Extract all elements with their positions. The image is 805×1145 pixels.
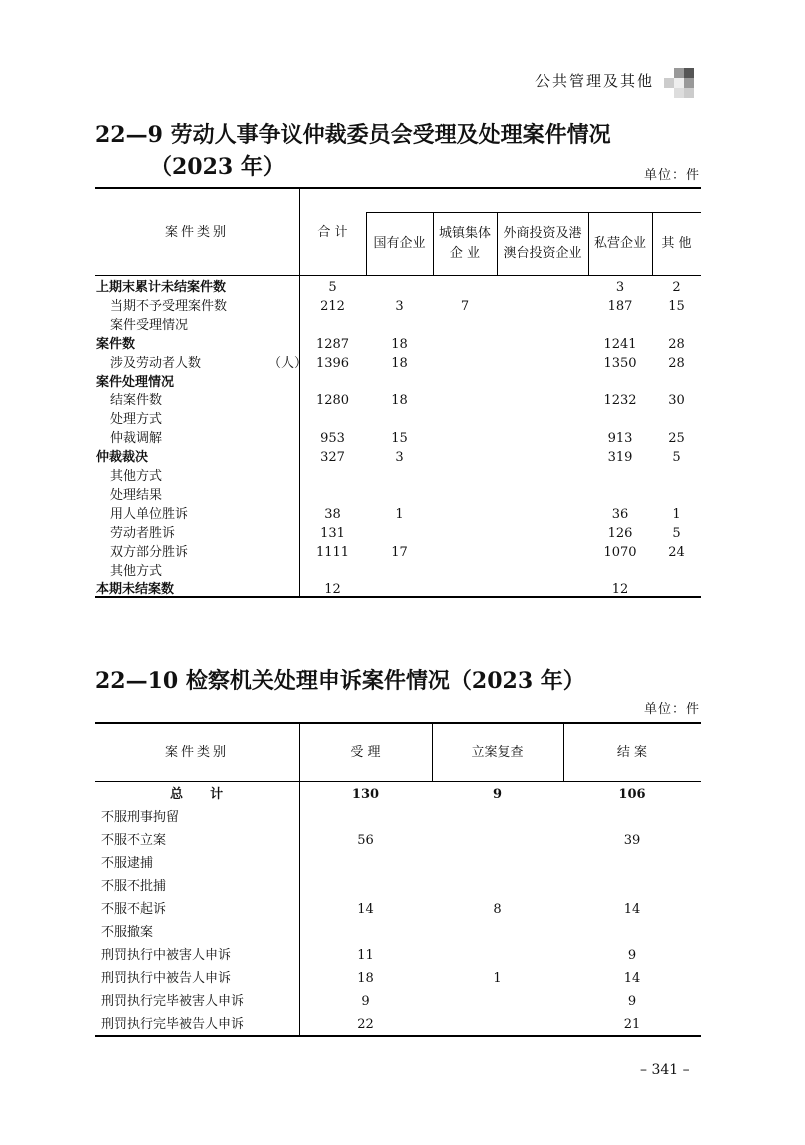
table1-cell-foreign [497, 335, 588, 354]
table2-row-label: 不服不批捕 [101, 879, 167, 894]
table1-cell-other [652, 316, 701, 335]
table1-row-unit-suffix: （人） [268, 355, 308, 371]
table2-cell-accept [299, 877, 432, 896]
table2-cell-review [432, 877, 563, 896]
table1-cell-foreign [497, 524, 588, 543]
table1-cell-other: 30 [668, 393, 685, 409]
table1-row-label: 其他方式 [110, 469, 163, 484]
table2-cell-accept [299, 854, 432, 873]
table1-cell-other [652, 410, 701, 429]
table1-cell-other [652, 486, 701, 505]
table1-cell-other: 2 [672, 280, 681, 295]
table1-cell-foreign [497, 297, 588, 316]
table1-cell-other: 24 [668, 544, 685, 560]
table1-cell-collective [433, 467, 497, 486]
table1-cell-state: 17 [391, 544, 408, 560]
table1-cell-private [588, 467, 652, 486]
table1-cell-collective [433, 486, 497, 505]
table1-cell-foreign [497, 373, 588, 392]
table1-cell-collective [433, 429, 497, 448]
table1-cell-collective [433, 373, 497, 392]
table1-cell-foreign [497, 278, 588, 297]
table1-row-label: 案件受理情况 [110, 317, 189, 333]
table1-cell-state [366, 524, 433, 543]
table1-cell-private [588, 373, 652, 392]
table2-cell-accept [299, 808, 432, 827]
table1-cell-private: 913 [607, 431, 633, 447]
table2-cell-review [432, 923, 563, 942]
table1-cell-state [366, 373, 433, 392]
table1-cell-collective [433, 410, 497, 429]
table1-cell-foreign [497, 467, 588, 486]
table1-cell-private [588, 562, 652, 581]
table1-cell-total: 5 [328, 280, 337, 295]
table1-cell-foreign [497, 429, 588, 448]
table1-cell-foreign [497, 354, 588, 373]
table1-row-label: 劳动者胜诉 [110, 525, 176, 541]
table2-cell-close [563, 854, 701, 873]
table2-cell-close: 106 [618, 787, 646, 802]
page-number: – 341 – [640, 1062, 690, 1078]
table1-cell-state: 3 [395, 450, 404, 466]
table2-cell-accept: 18 [357, 971, 374, 986]
section-header: 公共管理及其他 [535, 72, 655, 90]
table1-cell-state: 18 [391, 355, 408, 371]
table1-cell-total: 1280 [315, 393, 350, 409]
table2-cell-review: 8 [493, 902, 502, 917]
table2-cell-review: 1 [493, 971, 502, 986]
table2-row-label: 刑罚执行完毕被告人申诉 [101, 1017, 245, 1032]
table2-cell-accept: 9 [361, 994, 370, 1009]
table2-cell-close: 14 [623, 902, 641, 917]
table1-cell-private [588, 410, 652, 429]
table2-row-label: 不服不立案 [101, 833, 167, 848]
table1-cell-other: 1 [672, 506, 681, 522]
table1-cell-total [299, 410, 366, 429]
table2-cell-accept: 130 [351, 787, 380, 802]
table1-cell-collective [433, 278, 497, 297]
table1-cell-collective [433, 505, 497, 524]
table1-row-label: 处理结果 [110, 487, 163, 503]
table1-col-foreign-line2: 澳台投资企业 [503, 246, 582, 261]
table1-subheader-rule [366, 212, 701, 213]
table2-col-accept: 受 理 [350, 745, 381, 760]
table2-cell-close: 14 [623, 971, 641, 986]
table1-cell-foreign [497, 391, 588, 410]
table2-cell-review [432, 946, 563, 965]
table1-cell-total: 131 [320, 525, 345, 541]
table1-cell-other: 15 [668, 298, 685, 314]
table1-cell-collective [433, 524, 497, 543]
table2-cell-close: 9 [627, 994, 637, 1009]
table1-cell-other [652, 562, 701, 581]
table1-header-rule [95, 275, 701, 276]
table1-cell-state [366, 316, 433, 335]
table1-cell-collective [433, 543, 497, 562]
table2-cell-accept: 14 [357, 902, 374, 917]
table2-cell-review [432, 854, 563, 873]
table2-cell-review [432, 1015, 563, 1034]
table1-cell-total: 1396 [315, 355, 350, 371]
table1-row-label: 当期不予受理案件数 [110, 298, 228, 314]
table1-row-label: 用人单位胜诉 [110, 506, 189, 522]
table1-row-label: 上期末累计未结案件数 [96, 280, 227, 295]
table1-cell-private: 36 [611, 506, 629, 522]
table1-cell-state [366, 410, 433, 429]
table1-cell-other: 25 [668, 431, 685, 447]
table1-cell-total [299, 562, 366, 581]
table1-cell-other [652, 580, 701, 599]
table2-col-review: 立案复查 [471, 745, 524, 760]
table2-cell-close [563, 808, 701, 827]
table2-cell-close: 9 [627, 948, 637, 963]
table2-bottom-rule [95, 1035, 701, 1037]
table2-unit: 单位：件 [644, 702, 701, 717]
table1-col-collective-line2: 企 业 [449, 246, 481, 261]
table2-cell-accept [299, 923, 432, 942]
table1-cell-total: 38 [324, 506, 341, 522]
table1-cell-collective [433, 354, 497, 373]
table1-cell-other [652, 373, 701, 392]
table1-cell-total: 953 [320, 431, 345, 447]
table2-cell-review [432, 831, 563, 850]
table1-cell-private: 1232 [603, 393, 637, 409]
table1-cell-state [366, 467, 433, 486]
table1-title: 22—9 劳动人事争议仲裁委员会受理及处理案件情况 [95, 122, 611, 148]
table1-cell-total: 327 [320, 450, 345, 466]
table1-row-label: 仲裁裁决 [96, 450, 149, 466]
table1-col-other: 其 他 [661, 236, 692, 251]
table1-cell-private: 187 [607, 298, 633, 314]
table1-cell-private: 12 [611, 582, 629, 598]
table1-cell-total [299, 316, 366, 335]
table1-cell-state [366, 562, 433, 581]
table1-cell-state: 3 [395, 298, 404, 314]
table1-cell-state [366, 486, 433, 505]
table1-cell-total [299, 373, 366, 392]
table2-row-label: 不服不起诉 [101, 902, 167, 917]
table1-cell-private: 1350 [603, 355, 637, 371]
table1-cell-collective [433, 335, 497, 354]
table1-row-label: 双方部分胜诉 [110, 544, 189, 560]
table1-cell-private: 126 [607, 525, 633, 541]
table1-col-category: 案件类别 [164, 225, 229, 240]
table1-cell-private: 1070 [603, 544, 637, 560]
table1-cell-other: 5 [672, 525, 681, 541]
table1-col-state: 国有企业 [373, 236, 426, 251]
table1-cell-collective [433, 448, 497, 467]
table1-cell-total [299, 467, 366, 486]
table2-row-label: 不服刑事拘留 [101, 810, 180, 825]
table1-cell-foreign [497, 448, 588, 467]
table2-cell-review [432, 808, 563, 827]
table1-cell-foreign [497, 410, 588, 429]
table1-cell-foreign [497, 543, 588, 562]
table1-cell-private: 319 [607, 450, 633, 466]
table2-cell-close: 21 [623, 1017, 641, 1032]
table2-top-rule [95, 722, 701, 724]
table1-cell-private [588, 316, 652, 335]
table1-cell-other: 28 [668, 355, 685, 371]
table2-header-rule [95, 781, 701, 782]
table1-top-rule [95, 187, 701, 189]
table2-cell-accept: 56 [357, 833, 374, 848]
table1-row-label: 涉及劳动者人数 [110, 355, 202, 371]
table1-cell-other [652, 467, 701, 486]
table1-row-label: 结案件数 [110, 393, 163, 409]
table1-cell-foreign [497, 580, 588, 599]
table1-row-label: 仲裁调解 [110, 431, 163, 447]
table1-cell-collective [433, 562, 497, 581]
table1-cell-total: 12 [324, 582, 341, 598]
table1-cell-state [366, 580, 433, 599]
table2-cell-close: 39 [623, 833, 641, 848]
table2-row-label: 刑罚执行中被害人申诉 [101, 948, 232, 963]
table2-row-label: 不服撤案 [101, 925, 154, 940]
table1-row-label: 案件处理情况 [96, 374, 175, 390]
table1-col-private: 私营企业 [593, 236, 646, 251]
table2-cell-review: 9 [492, 787, 503, 802]
table2-row-label: 总 计 [170, 787, 224, 802]
table1-cell-collective: 7 [460, 298, 470, 314]
table1-cell-total [299, 486, 366, 505]
table1-row-label: 处理方式 [110, 412, 163, 428]
table1-cell-other: 5 [672, 450, 681, 466]
table1-cell-state: 18 [391, 393, 408, 409]
table1-cell-private: 1241 [603, 336, 637, 352]
table1-cell-total: 1111 [315, 544, 350, 560]
table2-row-label: 刑罚执行完毕被害人申诉 [101, 994, 245, 1009]
table1-cell-collective [433, 580, 497, 599]
table1-col-collective-line1: 城镇集体 [438, 226, 491, 241]
table2-cell-close [563, 877, 701, 896]
table2-cell-accept: 11 [357, 948, 374, 963]
table1-row-label: 案件数 [96, 336, 136, 352]
table2-col-close: 结 案 [616, 745, 648, 760]
table1-cell-foreign [497, 316, 588, 335]
table2-row-label: 刑罚执行中被告人申诉 [101, 971, 232, 986]
table1-cell-state: 1 [395, 506, 404, 522]
table1-cell-private [588, 486, 652, 505]
table1-cell-total: 1287 [315, 336, 350, 352]
table1-cell-state: 18 [391, 336, 408, 352]
table1-cell-private: 3 [615, 280, 625, 295]
table1-cell-foreign [497, 505, 588, 524]
table1-cell-other: 28 [668, 336, 685, 352]
decorative-squares-icon [664, 68, 700, 98]
table1-cell-collective [433, 316, 497, 335]
table1-cell-foreign [497, 486, 588, 505]
table2-row-label: 不服逮捕 [101, 856, 154, 871]
table1-cell-state: 15 [391, 431, 408, 447]
table2-cell-accept: 22 [357, 1017, 374, 1032]
table2-title: 22—10 检察机关处理申诉案件情况（2023 年） [95, 668, 585, 694]
table2-cell-review [432, 992, 563, 1011]
table1-cell-total: 212 [320, 298, 345, 314]
table1-cell-state [366, 278, 433, 297]
table1-row-label: 本期未结案数 [96, 582, 175, 598]
table1-cell-collective [433, 391, 497, 410]
table2-col-category: 案件类别 [164, 745, 229, 760]
table1-unit: 单位：件 [644, 168, 701, 183]
table1-col-foreign-line1: 外商投资及港 [503, 226, 582, 241]
table1-cell-foreign [497, 562, 588, 581]
table1-title-year: （2023 年） [150, 154, 285, 180]
table1-row-label: 其他方式 [110, 563, 163, 579]
table2-cell-close [563, 923, 701, 942]
table1-col-total: 合 计 [317, 225, 348, 240]
